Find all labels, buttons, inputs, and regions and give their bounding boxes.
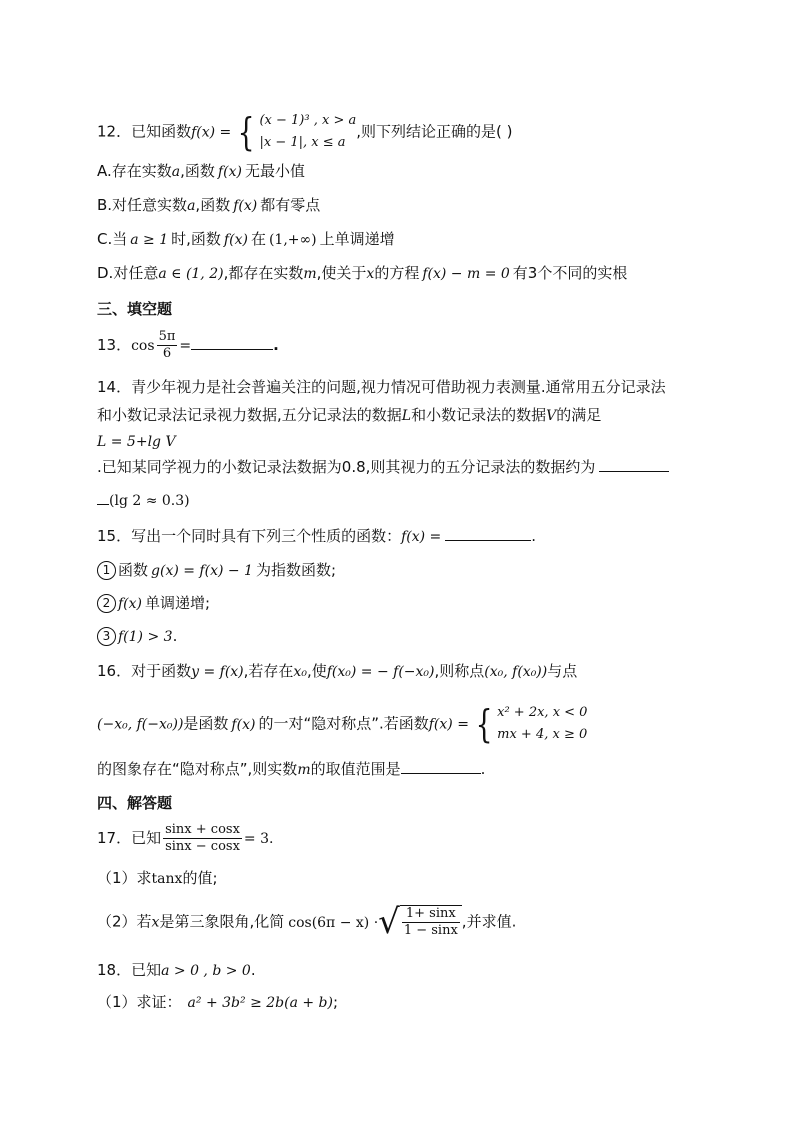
q17-eq: = 3. bbox=[243, 831, 274, 847]
q14-hint: (lg 2 ≈ 0.3) bbox=[109, 493, 190, 509]
opt-d-var-m: m bbox=[303, 266, 317, 282]
q17-num: sinx + cosx bbox=[165, 822, 240, 837]
q16-l1i: 与点 bbox=[547, 662, 578, 680]
q15-p2-text: 单调递增; bbox=[145, 594, 211, 612]
opt-c-interval: (1,+∞) bbox=[268, 232, 317, 248]
q17-p2b: x bbox=[151, 914, 160, 931]
opt-a-fx: f(x) bbox=[217, 164, 242, 180]
q16-l1b: y = f(x) bbox=[191, 664, 244, 680]
opt-c-fx: f(x) bbox=[223, 232, 248, 248]
opt-b-text2: ,函数 bbox=[195, 196, 231, 214]
q14-formula: L = 5+lg V bbox=[97, 434, 176, 450]
q13-den: 6 bbox=[162, 346, 172, 361]
opt-b-text3: 都有零点 bbox=[260, 196, 321, 214]
q15-p1-text2: 为指数函数; bbox=[255, 561, 337, 579]
q12-option-a bbox=[97, 161, 305, 182]
q14-line3 bbox=[97, 457, 669, 477]
q12-intro: 12．已知函数 bbox=[97, 122, 192, 141]
q12-case1: (x − 1)³ , x > a bbox=[259, 113, 357, 128]
q16-line3 bbox=[97, 759, 485, 780]
q15-stem bbox=[97, 526, 536, 547]
circled-number-icon: 3 bbox=[97, 627, 116, 646]
q12-option-d bbox=[97, 263, 627, 284]
circled-number-icon: 1 bbox=[97, 561, 116, 580]
q17-den: sinx − cosx bbox=[165, 839, 240, 854]
q17-sqrt bbox=[378, 902, 462, 942]
opt-d-var-x: x bbox=[366, 266, 375, 282]
q17-rden: 1 − sinx bbox=[403, 923, 458, 938]
q12-cases bbox=[259, 110, 356, 154]
q16-l3c: 的取值范围是 bbox=[310, 760, 401, 778]
q17-p1c: 的值; bbox=[182, 869, 218, 887]
opt-d-text1: D.对任意 bbox=[97, 264, 159, 282]
opt-d-text3: ,使关于 bbox=[316, 264, 367, 282]
q14-answer-blank-cont bbox=[97, 490, 109, 505]
q13-eq: = bbox=[179, 338, 192, 354]
opt-a-text3: 无最小值 bbox=[244, 162, 305, 180]
q16-l2b: 是函数 bbox=[183, 714, 229, 733]
q17-p1b: tanx bbox=[151, 871, 183, 887]
q12-case2: |x − 1|, x ≤ a bbox=[259, 135, 346, 150]
q17-p2a: （2）若 bbox=[97, 912, 152, 931]
q16-case2: mx + 4, x ≥ 0 bbox=[497, 727, 588, 742]
opt-c-text2: 时,函数 bbox=[171, 230, 221, 248]
q15-p1-text1: 函数 bbox=[118, 561, 149, 579]
q17-fraction bbox=[163, 822, 242, 855]
opt-c-text1: C.当 bbox=[97, 230, 128, 248]
q17-p1a: （1）求 bbox=[97, 869, 152, 887]
opt-c-cond: a ≥ 1 bbox=[130, 232, 169, 248]
q13-cos: cos bbox=[131, 338, 155, 354]
opt-a-text1: A.存在实数 bbox=[97, 162, 172, 180]
q18-ineq: a² + 3b² ≥ 2b(a + b) bbox=[187, 995, 333, 1011]
q14-line4 bbox=[97, 490, 190, 511]
q13-fraction bbox=[157, 329, 178, 362]
q14-var-v: V bbox=[546, 408, 557, 424]
q16-l1d: x₀ bbox=[293, 664, 307, 680]
q14-var-l: L bbox=[401, 408, 412, 424]
q16-answer-blank bbox=[401, 759, 481, 774]
q16-l2d: 的一对“隐对称点”.若函数 bbox=[258, 714, 429, 733]
q16-l2a: (−x₀, f(−x₀)) bbox=[97, 716, 184, 733]
q12-tail: ,则下列结论正确的是( ) bbox=[356, 122, 513, 141]
q14-line2a: 和小数记录法记录视力数据,五分记录法的数据 bbox=[97, 406, 402, 424]
opt-d-cond: a ∈ (1, 2) bbox=[158, 266, 224, 282]
q14-line1: 14．青少年视力是社会普遍关注的问题,视力情况可借助视力表测量.通常用五分记录法 bbox=[97, 378, 666, 396]
q13-end: . bbox=[273, 336, 279, 354]
q16-l1e: ,使 bbox=[306, 662, 327, 680]
q14-line2 bbox=[97, 405, 601, 426]
opt-d-text2: ,都存在实数 bbox=[223, 264, 304, 282]
q16-case1: x² + 2x, x < 0 bbox=[497, 705, 588, 720]
q17-stem bbox=[97, 822, 273, 855]
opt-d-text5: 有3个不同的实根 bbox=[512, 264, 628, 282]
q16-l2c: f(x) bbox=[231, 716, 256, 733]
q15-fx: f(x) = bbox=[401, 529, 442, 545]
q14-line2c: 和小数记录法的数据 bbox=[411, 406, 547, 424]
q17-part2 bbox=[97, 902, 517, 942]
q12-stem bbox=[97, 110, 512, 154]
q15-answer-blank bbox=[445, 526, 531, 541]
q15-property-1 bbox=[97, 560, 336, 581]
q16-l2e: f(x) = bbox=[428, 716, 469, 733]
q17-cos-term: cos(6π − x) · bbox=[288, 914, 379, 931]
q12-option-c bbox=[97, 229, 395, 250]
q17-label: 17．已知 bbox=[97, 829, 162, 847]
q16-cases bbox=[497, 702, 587, 746]
opt-d-eq: f(x) − m = 0 bbox=[422, 266, 510, 282]
q13-answer-blank bbox=[191, 335, 273, 350]
q18-end: . bbox=[250, 961, 256, 979]
sqrt-icon: √ bbox=[378, 902, 400, 942]
q18-cond: a > 0 , b > 0 bbox=[161, 963, 251, 979]
q13-num: 5π bbox=[158, 329, 176, 344]
q18-stem bbox=[97, 960, 256, 981]
q16-l1h: (x₀, f(x₀)) bbox=[484, 664, 548, 680]
q16-l1f: f(x₀) = − f(−x₀) bbox=[326, 664, 435, 680]
q18-a: 18．已知 bbox=[97, 961, 162, 979]
q12-brace: { bbox=[237, 110, 255, 154]
q16-line1 bbox=[97, 661, 577, 682]
q14-answer-blank bbox=[599, 457, 669, 472]
q15-p2-fx: f(x) bbox=[118, 596, 143, 612]
q16-line2 bbox=[97, 702, 587, 746]
opt-d-text4: 的方程 bbox=[374, 264, 420, 282]
opt-b-text1: B.对任意实数 bbox=[97, 196, 188, 214]
q16-l3b: m bbox=[297, 762, 311, 778]
q16-l3d: . bbox=[480, 760, 486, 778]
q16-l3a: 的图象存在“隐对称点”,则实数 bbox=[97, 760, 298, 778]
opt-c-text3: 在 bbox=[250, 230, 266, 248]
q13-label: 13． bbox=[97, 336, 132, 354]
opt-b-fx: f(x) bbox=[233, 198, 258, 214]
q18-p1a: （1）求证： bbox=[97, 993, 182, 1011]
section-title-fill-in: 三、填空题 bbox=[97, 300, 173, 318]
q18-p1c: ; bbox=[332, 993, 339, 1011]
q16-brace: { bbox=[475, 702, 493, 746]
opt-a-text2: ,函数 bbox=[180, 162, 215, 180]
q13 bbox=[97, 329, 279, 362]
q15-intro: 15．写出一个同时具有下列三个性质的函数： bbox=[97, 527, 402, 545]
q15-property-3 bbox=[97, 626, 177, 647]
circled-number-icon: 2 bbox=[97, 594, 116, 613]
q17-p2e: ,并求值. bbox=[461, 912, 517, 931]
q18-part1 bbox=[97, 992, 338, 1013]
q15-p3-ineq: f(1) > 3 bbox=[118, 629, 173, 645]
q17-sqrt-fraction bbox=[402, 906, 460, 939]
q14-line3-text: .已知某同学视力的小数记录法数据为0.8,则其视力的五分记录法的数据约为 bbox=[97, 458, 596, 476]
section-title-solutions: 四、解答题 bbox=[97, 794, 173, 812]
q16-l1c: ,若存在 bbox=[243, 662, 294, 680]
q17-rnum: 1+ sinx bbox=[402, 906, 460, 923]
q17-part1 bbox=[97, 868, 218, 889]
q12-option-b bbox=[97, 195, 320, 216]
q16-l1g: ,则称点 bbox=[434, 662, 485, 680]
q16-l1a: 16．对于函数 bbox=[97, 662, 192, 680]
opt-b-var: a bbox=[187, 198, 196, 214]
opt-c-text4: 上单调递增 bbox=[319, 230, 395, 248]
q15-end: . bbox=[531, 527, 537, 545]
q17-p2c: 是第三象限角,化简 bbox=[159, 912, 285, 931]
q15-p1-eq: g(x) = f(x) − 1 bbox=[151, 563, 253, 579]
q14-line2e: 的满足 bbox=[556, 406, 602, 424]
opt-a-var: a bbox=[171, 164, 181, 180]
q12-fx: f(x) = bbox=[191, 124, 232, 141]
q15-property-2 bbox=[97, 593, 210, 614]
q15-p3-end: . bbox=[172, 627, 178, 645]
